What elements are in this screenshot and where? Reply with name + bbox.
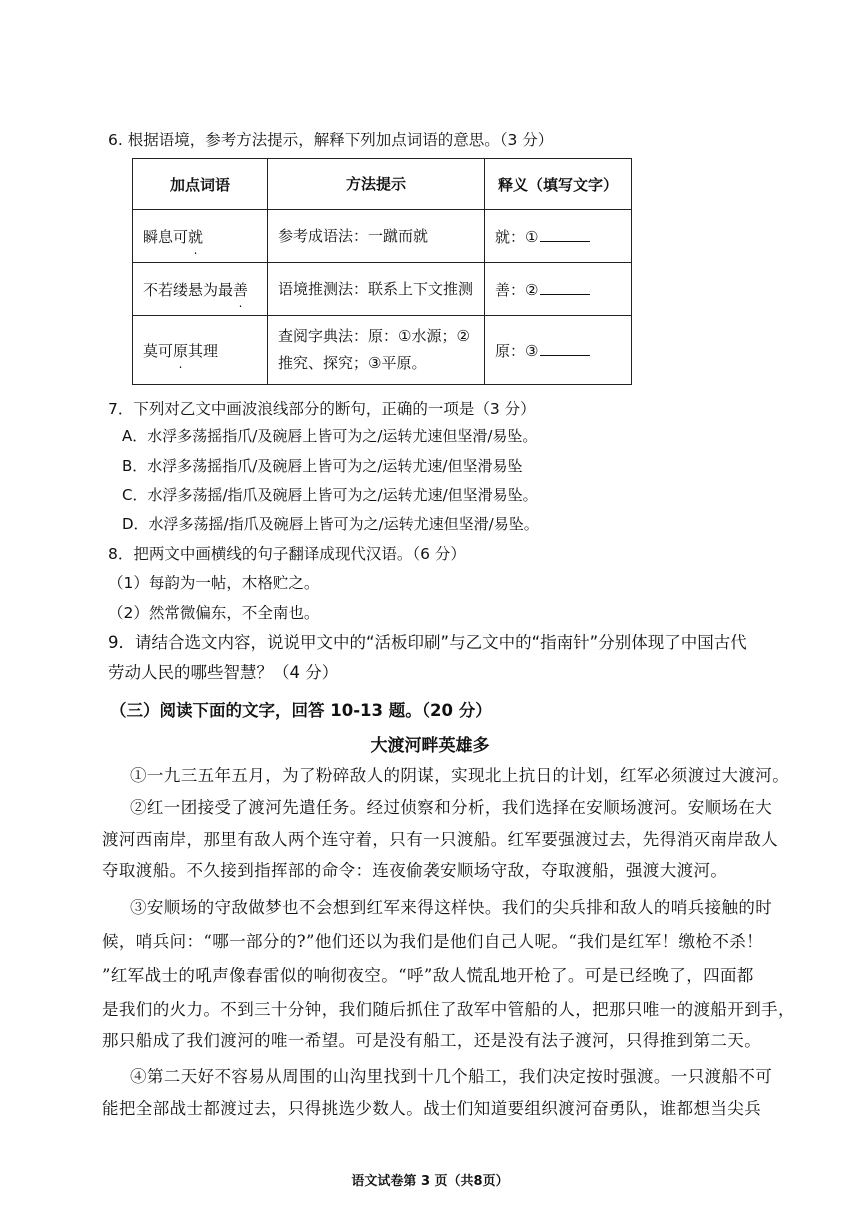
- q9-line-2: 劳动人民的哪些智慧？（4 分）: [108, 663, 339, 682]
- paragraph-line: 夺取渡船。不久接到指挥部的命令：连夜偷袭安顺场守敌，夺取渡船，强渡大渡河。: [102, 861, 728, 880]
- section-heading: （三）阅读下面的文字，回答 10-13 题。（20 分）: [110, 701, 492, 720]
- q8-stem: 8．把两文中画横线的句子翻译成现代汉语。（6 分）: [108, 545, 466, 563]
- q9-line-1: 9．请结合选文内容，说说甲文中的“活板印刷”与乙文中的“指南针”分别体现了中国古代: [108, 633, 747, 652]
- dotted-char: 原: [173, 341, 189, 360]
- method-hint: 参考成语法：一蹴而就: [268, 210, 485, 263]
- paragraph-line: 是我们的火力。不到三十分钟，我们随后抓住了敌军中管船的人，把那只唯一的渡船开到手，: [102, 1000, 795, 1019]
- dotted-word: 莫可原其理: [133, 316, 268, 385]
- answer-blank[interactable]: [540, 282, 590, 295]
- paragraph-line: ”红军战士的吼声像春雷似的响彻夜空。“呼”敌人慌乱地开枪了。可是已经晚了，四面都: [102, 966, 754, 985]
- method-hint: 查阅字典法：原：①水源；② 推究、探究；③平原。: [268, 316, 485, 385]
- dotted-word: 瞬息可就: [133, 210, 268, 263]
- option-b[interactable]: B．水浮多荡摇指爪/及碗唇上皆可为之/运转尤速/但坚滑易坠: [122, 457, 523, 475]
- answer-cell[interactable]: 就：①: [485, 210, 632, 263]
- option-a[interactable]: A．水浮多荡摇指爪/及碗唇上皆可为之/运转尤速但坚滑/易坠。: [122, 427, 538, 445]
- answer-blank[interactable]: [540, 343, 590, 356]
- dotted-char: 就: [188, 227, 204, 246]
- header-hint: 方法提示: [268, 159, 485, 210]
- paragraph-line: ④第二天好不容易从周围的山沟里找到十几个船工，我们决定按时强渡。一只渡船不可: [130, 1067, 773, 1086]
- table-row: [133, 210, 632, 263]
- answer-blank[interactable]: [540, 229, 590, 242]
- paragraph-line: ②红一团接受了渡河先遣任务。经过侦察和分析，我们选择在安顺场渡河。安顺场在大: [130, 798, 773, 817]
- method-hint: 语境推测法：联系上下文推测: [268, 263, 485, 316]
- q6-stem: 6. 根据语境，参考方法提示，解释下列加点词语的意思。（3 分）: [108, 131, 554, 149]
- option-c[interactable]: C．水浮多荡摇/指爪及碗唇上皆可为之/运转尤速/但坚滑易坠。: [122, 486, 538, 504]
- q6-table: [132, 158, 632, 385]
- q8-item-1: （1）每韵为一帖，木格贮之。: [108, 574, 320, 592]
- table-header-row: [133, 159, 632, 210]
- paragraph-line: ③安顺场的守敌做梦也不会想到红军来得这样快。我们的尖兵排和敌人的哨兵接触的时: [130, 898, 773, 917]
- header-word: 加点词语: [133, 159, 268, 210]
- table-row: [133, 263, 632, 316]
- q7-stem: 7．下列对乙文中画波浪线部分的断句，正确的一项是（3 分）: [108, 400, 536, 418]
- page-footer: 语文试卷第 3 页（共8页）: [351, 1174, 509, 1189]
- paragraph-line: 能把全部战士都渡过去，只得挑选少数人。战士们知道要组织渡河奋勇队，谁都想当尖兵: [102, 1099, 762, 1118]
- paragraph-line: 那只船成了我们渡河的唯一希望。可是没有船工，还是没有法子渡河，只得推到第二天。: [102, 1031, 762, 1050]
- header-meaning: 释义（填写文字）: [485, 159, 632, 210]
- q8-item-2: （2）然常微偏东，不全南也。: [108, 604, 320, 622]
- option-d[interactable]: D．水浮多荡摇/指爪及碗唇上皆可为之/运转尤速但坚滑/易坠。: [122, 515, 539, 533]
- answer-cell[interactable]: 原：③: [485, 316, 632, 385]
- paragraph-line: ①一九三五年五月，为了粉碎敌人的阴谋，实现北上抗日的计划，红军必须渡过大渡河。: [130, 766, 790, 785]
- dotted-word: 不若缕悬为最善: [133, 263, 268, 316]
- paragraph-line: 候，哨兵问：“哪一部分的?”他们还以为我们是他们自己人呢。“我们是红军！缴枪不杀！: [102, 932, 764, 951]
- dotted-char: 善: [233, 280, 249, 299]
- table-row: [133, 316, 632, 385]
- article-title: 大渡河畔英雄多: [370, 736, 490, 756]
- paragraph-line: 渡河西南岸，那里有敌人两个连守着，只有一只渡船。红军要强渡过去，先得消灭南岸敌人: [102, 830, 778, 849]
- answer-cell[interactable]: 善：②: [485, 263, 632, 316]
